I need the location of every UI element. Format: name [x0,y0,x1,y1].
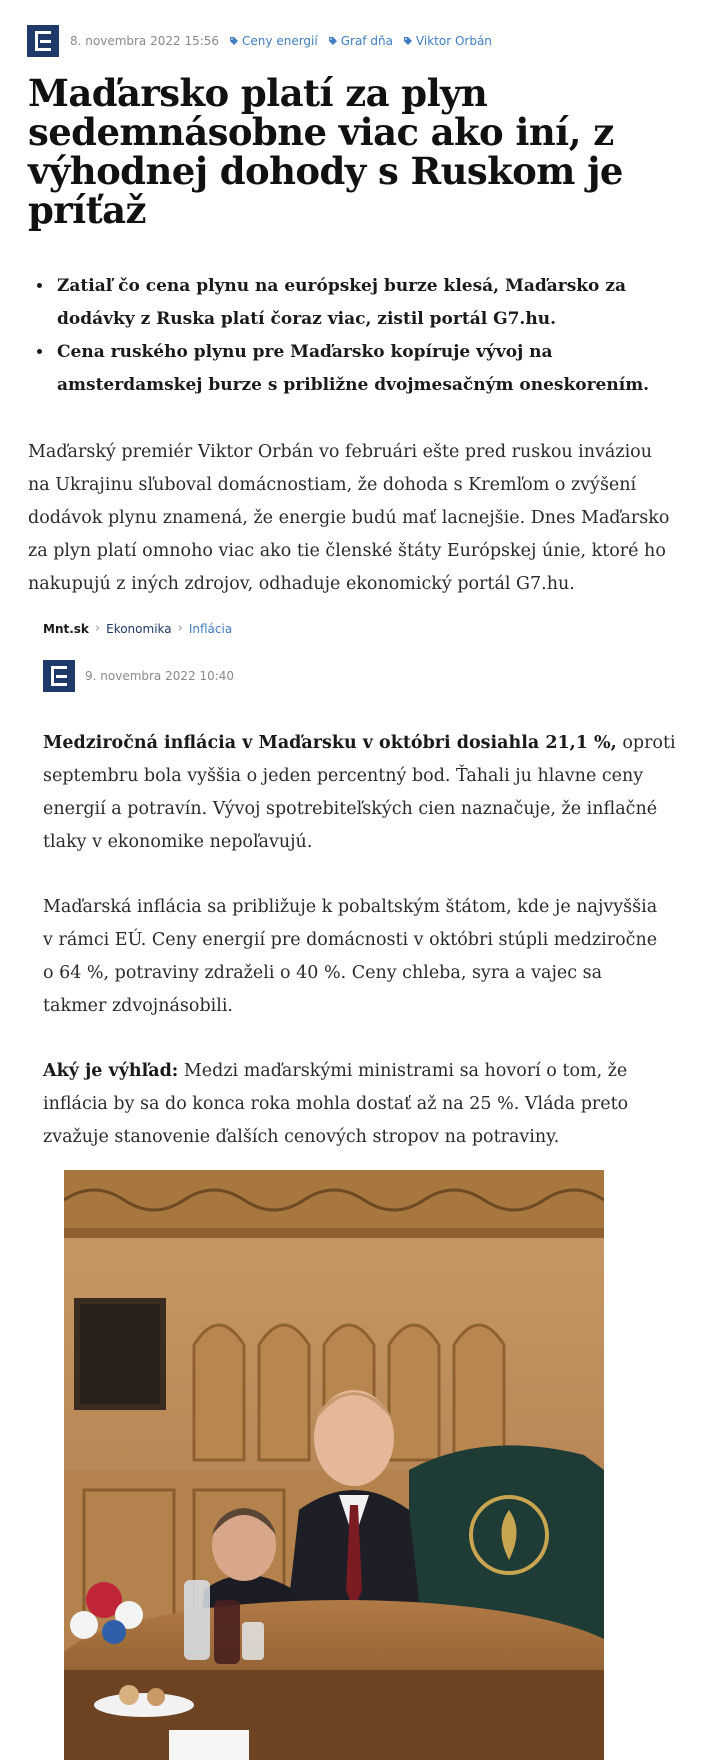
tag-icon [328,36,338,46]
outlook-label: Aký je výhľad: [43,1061,179,1081]
lead-rest: oproti septembru bola vyššia o jeden percentný bod. Ťahali ju hlavne ceny energií a potravín. Vývoj spotrebiteľských cien naznačuje, že inflačné tlaky v ekonomike nepoľavujú. [43,733,676,852]
article-photo [64,1170,604,1760]
tag-viktor-orban[interactable] [403,34,492,48]
tag-ceny-energii[interactable] [229,34,318,48]
breadcrumb-ekonomika-link[interactable]: Ekonomika [106,621,172,636]
tag-graf-dna[interactable] [328,34,393,48]
site-logo-icon[interactable] [27,25,59,57]
article-meta [85,669,244,683]
tag-icon [229,36,239,46]
article-meta [70,34,502,48]
article-body-paragraph: Maďarský premiér Viktor Orbán vo februári ešte pred ruskou inváziou na Ukrajinu sľuboval domácnostiam, že dohoda s Kremľom o zvýšení dodávok plynu znamená, že energie budú mať lacnejšie. Dnes Maďarsko za plyn platí omnoho viac ako tie členské štáty Európskej únie, ktoré ho nakupujú z iných zdrojov, odhaduje ekonomický portál G7.hu. [28,442,670,594]
publish-date: 9. novembra 2022 10:40 [85,669,235,683]
publish-date: 8. novembra 2022 15:56 [70,34,220,48]
article-body-paragraph: Maďarská inflácia sa približuje k pobaltským štátom, kde je najvyššia v rámci EÚ. Ceny energií pre domácnosti v októbri stúpli medziročne o 64 %, potraviny zdraželi o 40 %. Ceny chleba, syra a vajec sa takmer zdvojnásobili. [43,897,658,1016]
tag-label: Viktor Orbán [415,34,492,48]
perex-item: • Zatiaľ čo cena plynu na európskej burze klesá, Maďarsko za dodávky z Ruska platí čoraz viac, zistil portál G7.hu. [54,270,694,336]
chevron-right-icon: › [94,621,101,636]
article-body-paragraph [43,1055,683,1154]
article-perex-list [28,270,694,402]
tag-label: Graf dňa [340,34,393,48]
breadcrumb-home-link[interactable]: Mnt.sk [43,621,89,636]
perex-item: • Cena ruského plynu pre Maďarsko kopíruje vývoj na amsterdamskej burze s približne dvojmesačným oneskorením. [54,336,694,402]
tag-label: Ceny energií [242,34,318,48]
photo-illustration [64,1170,604,1760]
tag-icon [403,36,413,46]
breadcrumb [43,621,232,636]
article-body-paragraph [43,727,693,859]
article-title: Maďarsko platí za plyn sedemnásobne viac ako iní, z výhodnej dohody s Ruskom je príťaž [28,71,623,232]
breadcrumb-inflacia-link[interactable]: Inflácia [188,621,233,636]
lead-bold: Medziročná inflácia v Maďarsku v októbri dosiahla 21,1 %, [43,733,617,753]
chevron-right-icon: › [177,621,183,636]
outlook-text: Medzi maďarskými ministrami sa hovorí o tom, že inflácia by sa do konca roka mohla dostať až na 25 %. Vláda preto zvažuje stanovenie ďalších cenových stropov na potraviny. [43,1061,629,1147]
site-logo-icon[interactable] [43,660,75,692]
